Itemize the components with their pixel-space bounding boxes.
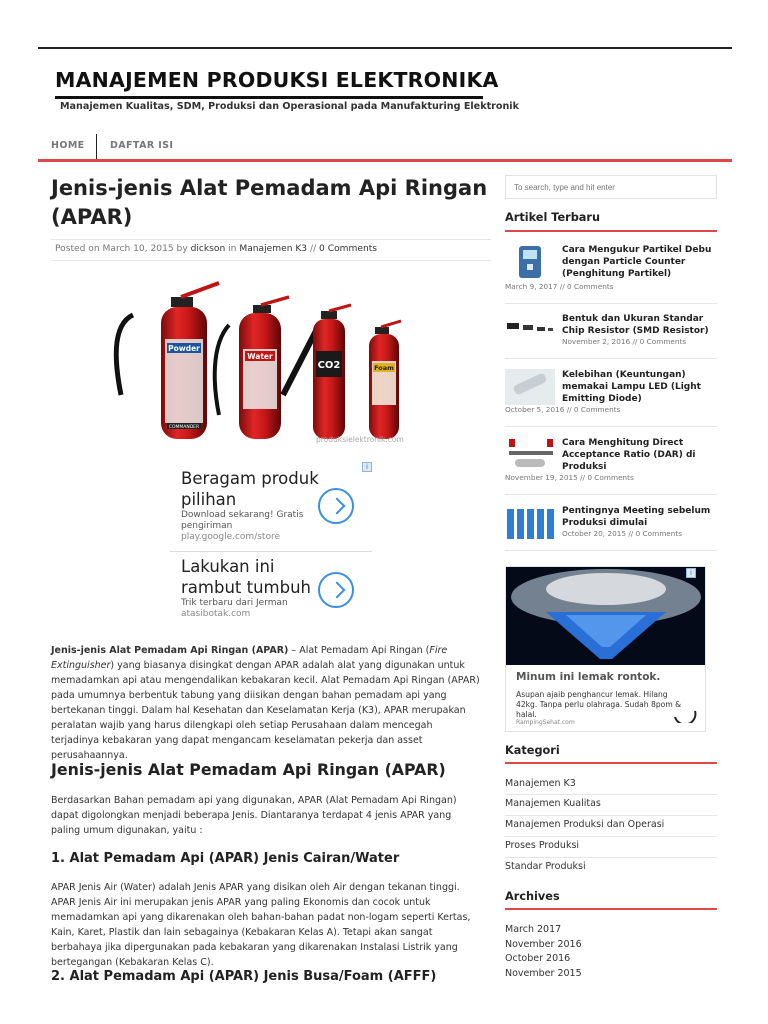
paragraph-2: Berdasarkan Bahan pemadam api yang digunakan, APAR (Alat Pemadam Api Ringan) dapat digolongkan menjadi beberapa Jenis. Diantaranya terdapat 4 jenis APAR yang paling umum digunakan, yaitu : [51,795,457,836]
label-foam: Foam [374,364,394,372]
category-separator [505,836,717,837]
label-water: Water [247,352,273,361]
meta-author[interactable]: dickson [190,244,226,254]
fire-extinguishers-image [51,275,491,445]
meta-in-label: in [228,244,237,254]
recent-article-5-date: October 20, 2015 // 0 Comments [562,529,683,538]
recent-article-1-title[interactable]: Cara Mengukur Partikel Debu dengan Particle Counter (Penghitung Partikel) [562,245,712,279]
archives-rule [505,908,717,910]
intro-text-b: ) yang biasanya disingkat dengan APAR adalah alat yang digunakan untuk memadamkan api atau mengendalikan kebakaran kecil. Alat Pemadam Api Ringan (APAR) pada umumnya berbentuk tabung yang diisikan dengan bahan pemadam api yang bertekanan tinggi. Dalam hal Kesehatan dan Keselamatan Kerja (K3), APAR merupakan peralatan wajib yang harus dilengkapi oleh setiap Perusahaan dalam mencegah terjadinya kebakaran yang dapat mengancam keselamatan pekerja dan asset perusahaannya. [51,660,480,761]
loading-spinner-icon [671,701,699,723]
recent-articles-rule [505,230,717,232]
meta-posted-label: Posted on [55,244,100,254]
top-rule [38,47,732,49]
ad1-url[interactable]: play.google.com/store [181,532,280,542]
category-item[interactable]: Manajemen Produksi dan Operasi [505,819,665,830]
chip-resistor-thumbnail[interactable] [505,313,555,349]
archive-item[interactable]: November 2016 [505,939,582,950]
category-separator [505,815,717,816]
ad-divider [170,551,372,552]
ad2-subtext: Trik terbaru dari Jerman [181,598,288,608]
meta-date[interactable]: March 10, 2015 [102,244,174,254]
subheading-2: 2. Alat Pemadam Api (APAR) Jenis Busa/Foam (AFFF) [51,969,437,984]
recent-separator [505,358,717,359]
archive-item[interactable]: October 2016 [505,953,571,964]
ad-unit-2[interactable] [181,556,321,619]
category-item[interactable]: Standar Produksi [505,861,586,872]
site-title[interactable]: MANAJEMEN PRODUKSI ELEKTRONIKA [55,68,499,92]
ad2-arrow-icon[interactable] [318,572,354,608]
sidebar-ad-text: Asupan ajaib penghancur lemak. Hilang 42kg. Tanpa perlu olahraga. Sudah 8pom & halal. [516,690,682,719]
recent-separator [505,550,717,551]
ad1-subtext: Download sekarang! Gratis pengiriman [181,510,304,531]
meta-separator: // [310,244,317,254]
recent-article-1-date: March 9, 2017 // 0 Comments [505,282,614,291]
paragraph-3: APAR Jenis Air (Water) adalah Jenis APAR yang disikan oleh Air dengan tekanan tinggi. APAR Jenis Air ini merupakan jenis APAR yang paling Ekonomis dan cocok untuk memadamkan api yang dikarenakan oleh bahan-bahan padat non-logam seperti Kertas, Kain, Karet, Plastik dan lain sebagainya (Kebakaran Kelas A). Tetapi akan sangat berbahaya jika dipergunakan pada kebakaran yang dikarenakan Instalasi Listrik yang bertegangan (Kebakaran Kelas C). [51,882,471,968]
recent-separator [505,494,717,495]
label-powder: Powder [168,344,200,353]
sidebar-ad-headline[interactable]: Minum ini lemak rontok. [516,671,661,683]
recent-article-2[interactable] [505,313,717,353]
inline-ad[interactable] [170,462,372,626]
category-item[interactable]: Proses Produksi [505,840,580,851]
nav-underline [38,159,732,162]
meta-comments[interactable]: 0 Comments [319,244,378,254]
title-underline [55,96,483,99]
meta-category[interactable]: Manajemen K3 [239,244,308,254]
dar-thumbnail[interactable] [505,437,555,473]
site-description: Manajemen Kualitas, SDM, Produksi dan Operasional pada Manufakturing Elektronik [60,101,519,112]
archive-item[interactable]: November 2015 [505,968,582,979]
recent-separator [505,426,717,427]
category-separator [505,794,717,795]
led-lamp-thumbnail[interactable] [505,369,555,405]
sidebar-ad-source[interactable]: RampingSehat.com [516,719,575,726]
recent-article-3-title[interactable]: Kelebihan (Keuntungan) memakai Lampu LED (Light Emitting Diode) [562,370,701,404]
particle-counter-thumbnail[interactable] [505,244,555,280]
category-item[interactable]: Manajemen Kualitas [505,798,601,809]
nav-home[interactable]: HOME [51,140,85,151]
post-meta [55,244,377,254]
recent-articles-title: Artikel Terbaru [505,211,601,224]
ad-unit-1[interactable] [181,468,321,542]
intro-bold: Jenis-jenis Alat Pemadam Api Ringan (APAR) [51,645,289,656]
archive-item[interactable]: March 2017 [505,924,562,935]
sidebar-ad-info-icon[interactable]: i [686,568,696,578]
ad1-headline[interactable]: Beragam produk pilihan [181,469,319,509]
recent-separator [505,303,717,304]
recent-article-2-title[interactable]: Bentuk dan Ukuran Standar Chip Resistor (SMD Resistor) [562,314,709,336]
sidebar-ad-image[interactable] [506,567,706,665]
label-brand: COMMANDER [168,425,200,430]
main-nav [38,132,732,158]
intro-italic: Fire Extinguisher [51,645,448,671]
recent-article-5[interactable] [505,505,717,545]
intro-paragraph [51,643,481,763]
recent-article-2-date: November 2, 2016 // 0 Comments [562,337,687,346]
recent-article-4[interactable] [505,437,717,485]
ad-info-icon[interactable]: i [362,462,372,472]
meeting-thumbnail[interactable] [505,505,555,541]
recent-article-1[interactable] [505,244,717,294]
recent-article-3[interactable] [505,369,717,417]
subheading-1: 1. Alat Pemadam Api (APAR) Jenis Cairan/Water [51,851,400,866]
nav-daftar-isi[interactable]: DAFTAR ISI [110,140,174,151]
section-heading: Jenis-jenis Alat Pemadam Api Ringan (APAR) [51,760,446,779]
intro-text-a: – Alat Pemadam Api Ringan ( [288,645,430,656]
ad2-url[interactable]: atasibotak.com [181,609,251,619]
label-co2: CO2 [317,360,341,371]
category-separator [505,857,717,858]
sidebar-ad[interactable] [505,566,706,732]
recent-article-4-date: November 19, 2015 // 0 Comments [505,473,634,482]
archives-title: Archives [505,890,560,903]
meta-divider-top [51,239,491,240]
image-watermark: produksielektronik.com [316,435,404,444]
category-rule [505,762,717,764]
meta-divider-bottom [51,260,491,261]
nav-divider [96,134,97,160]
recent-article-4-title[interactable]: Cara Menghitung Direct Acceptance Ratio (DAR) di Produksi [562,438,696,472]
category-item[interactable]: Manajemen K3 [505,778,576,789]
ad1-arrow-icon[interactable] [318,488,354,524]
category-title: Kategori [505,744,560,757]
post-title[interactable]: Jenis-jenis Alat Pemadam Api Ringan (APAR) [51,176,488,229]
recent-article-5-title[interactable]: Pentingnya Meeting sebelum Produksi dimulai [562,506,711,528]
search-input[interactable] [505,175,717,199]
meta-by-label: by [176,244,188,254]
recent-article-3-date: October 5, 2016 // 0 Comments [505,405,621,414]
ad2-headline[interactable]: Lakukan ini rambut tumbuh [181,557,312,597]
